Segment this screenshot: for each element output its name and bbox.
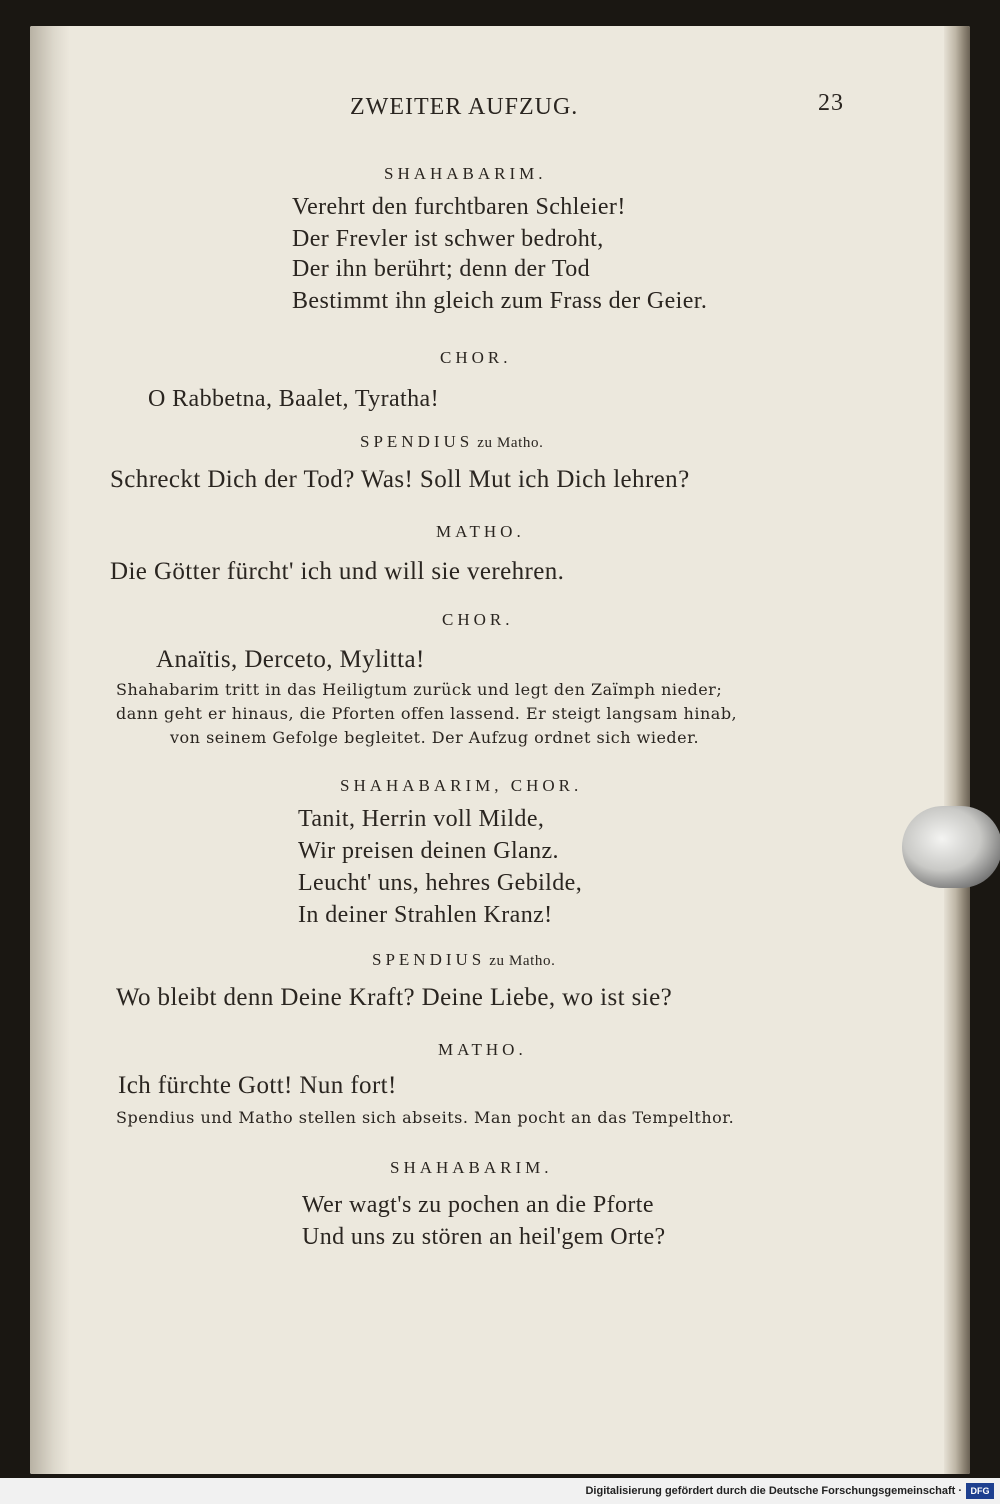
stage-direction: Spendius und Matho stellen sich abseits. Man pocht an das Tempelthor.	[116, 1108, 735, 1127]
digitization-footer	[0, 1478, 1000, 1504]
verse-line: Die Götter fürcht' ich und will sie verehren.	[110, 558, 565, 585]
stage-direction: dann geht er hinaus, die Pforten offen lassend. Er steigt langsam hinab,	[116, 704, 738, 723]
verse-line: Verehrt den furchtbaren Schleier!	[292, 194, 626, 220]
speaker-name: SPENDIUS	[360, 432, 474, 451]
book-page	[30, 26, 970, 1474]
verse-line: In deiner Strahlen Kranz!	[298, 902, 553, 928]
verse-line: Bestimmt ihn gleich zum Frass der Geier.	[292, 288, 708, 314]
speaker-shahabarim: SHAHABARIM.	[390, 1158, 553, 1177]
clip-bookmark	[902, 806, 1000, 888]
verse-line: Wer wagt's zu pochen an die Pforte	[302, 1192, 654, 1218]
verse-line: O Rabbetna, Baalet, Tyratha!	[148, 386, 439, 412]
stage-note: zu Matho.	[489, 953, 556, 969]
page-edge	[944, 26, 970, 1474]
speaker-chor: CHOR.	[442, 610, 514, 629]
speaker-shahabarim: SHAHABARIM.	[384, 164, 547, 183]
verse-line: Der Frevler ist schwer bedroht,	[292, 226, 604, 252]
verse-line: Wir preisen deinen Glanz.	[298, 838, 559, 864]
speaker-spendius	[372, 950, 555, 970]
verse-line: Und uns zu stören an heil'gem Orte?	[302, 1224, 666, 1250]
speaker-spendius	[360, 432, 543, 452]
speaker-matho: MATHO.	[436, 522, 525, 541]
stage-direction: Shahabarim tritt in das Heiligtum zurück und legt den Zaïmph nieder;	[116, 680, 723, 699]
dfg-logo: DFG	[966, 1483, 994, 1499]
verse-line: Tanit, Herrin voll Milde,	[298, 806, 545, 832]
verse-line: Wo bleibt denn Deine Kraft? Deine Liebe, wo ist sie?	[116, 984, 673, 1011]
speaker-chor: CHOR.	[440, 348, 512, 367]
page-gutter	[30, 26, 70, 1474]
footer-credit: Digitalisierung gefördert durch die Deutsche Forschungsgemeinschaft ·	[585, 1485, 962, 1497]
speaker-matho: MATHO.	[438, 1040, 527, 1059]
verse-line: Schreckt Dich der Tod? Was! Soll Mut ich Dich lehren?	[110, 466, 690, 493]
speaker-name: SPENDIUS	[372, 950, 486, 969]
verse-line: Anaïtis, Derceto, Mylitta!	[156, 646, 425, 673]
verse-line: Leucht' uns, hehres Gebilde,	[298, 870, 583, 896]
stage-note: zu Matho.	[477, 435, 544, 451]
running-title: ZWEITER AUFZUG.	[350, 94, 579, 120]
verse-line: Ich fürchte Gott! Nun fort!	[118, 1072, 397, 1099]
verse-line: Der ihn berührt; denn der Tod	[292, 256, 591, 282]
speaker-shahabarim-chor: SHAHABARIM, CHOR.	[340, 776, 583, 795]
stage-direction: von seinem Gefolge begleitet. Der Aufzug ordnet sich wieder.	[170, 728, 700, 747]
page-number: 23	[818, 90, 844, 116]
